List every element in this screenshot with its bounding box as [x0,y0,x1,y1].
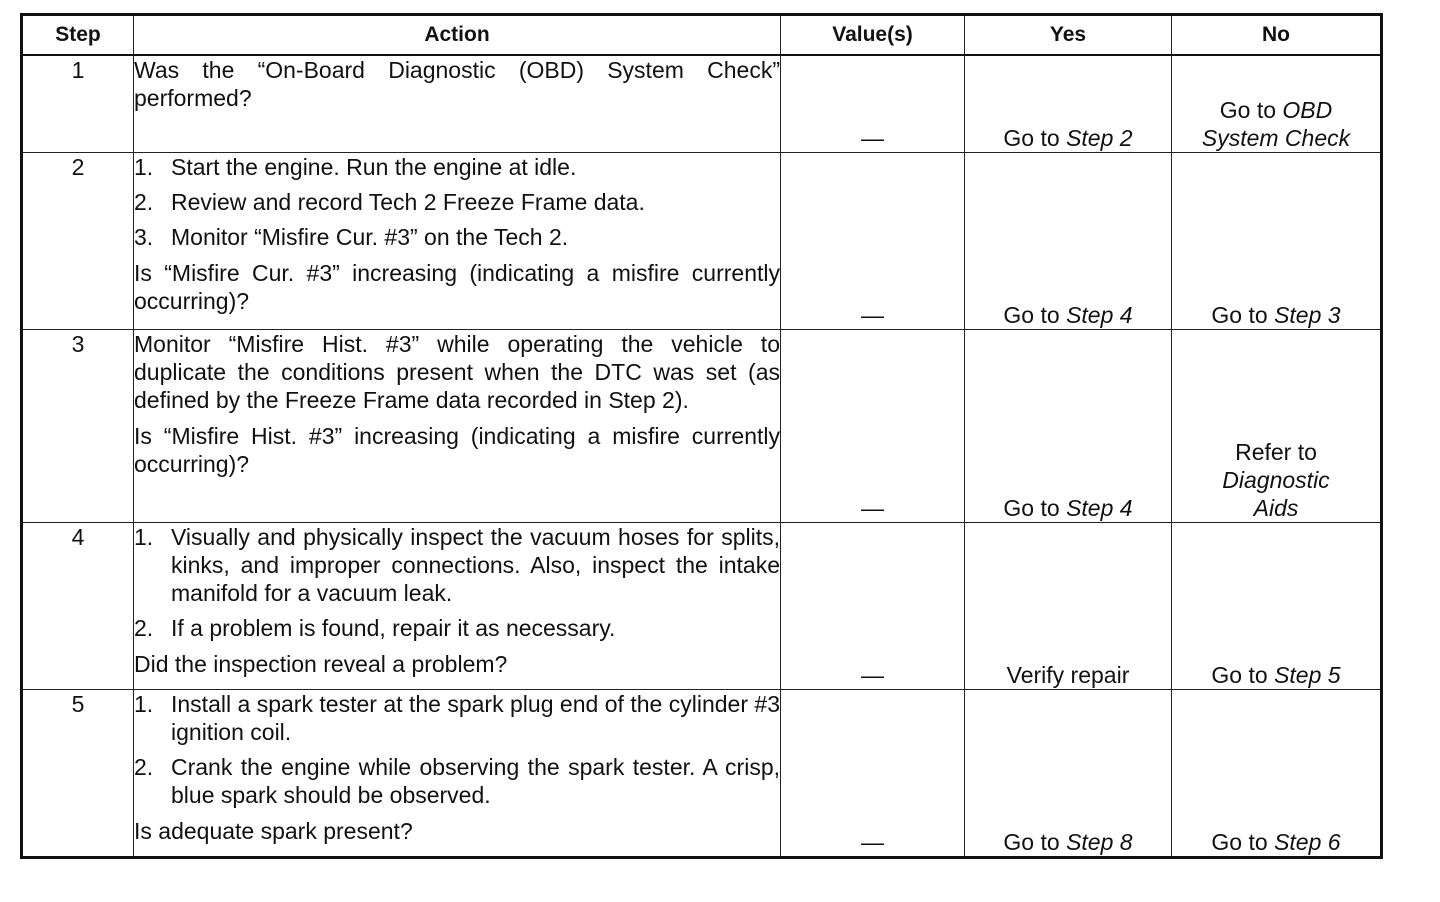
value-cell [781,153,965,330]
no-link[interactable]: Aids [1253,495,1299,521]
yes-prefix: Go to [1003,302,1067,328]
value-cell [781,523,965,690]
header-row [22,15,1382,56]
action-item: 2. If a problem is found, repair it as necessary. [134,615,616,641]
no-prefix: Go to [1219,97,1283,123]
action-cell [134,330,781,523]
step-number: 5 [22,690,134,858]
no-prefix: Refer to [1235,439,1317,465]
no-cell [1172,330,1382,523]
header-no: No [1172,15,1382,56]
yes-cell [965,55,1172,153]
yes-cell [965,690,1172,858]
value-text: — [861,495,884,521]
step-number: 4 [22,523,134,690]
header-yes: Yes [965,15,1172,56]
action-question: Is “Misfire Hist. #3” increasing (indicating a misfire currently occurring)? [134,423,780,477]
yes-link[interactable]: Step 8 [1066,829,1133,855]
no-prefix: Go to [1211,302,1275,328]
table-row [22,330,1382,523]
step-number: 3 [22,330,134,523]
yes-cell [965,523,1172,690]
action-item: 2. Crank the engine while observing the spark tester. A crisp, blue spark should be observed. [134,754,780,808]
action-question: Did the inspection reveal a problem? [134,651,508,677]
value-text: — [861,125,884,151]
value-text: — [861,829,884,855]
yes-cell [965,330,1172,523]
action-question: Is “Misfire Cur. #3” increasing (indicating a misfire currently occurring)? [134,260,780,314]
no-prefix: Go to [1211,829,1275,855]
action-cell [134,153,781,330]
value-text: — [861,302,884,328]
no-link[interactable]: Diagnostic [1222,467,1330,493]
action-cell [134,690,781,858]
action-item: 2. Review and record Tech 2 Freeze Frame data. [134,189,645,215]
yes-prefix: Go to [1003,495,1067,521]
step-number: 1 [22,55,134,153]
action-cell [134,523,781,690]
action-cell [134,55,781,153]
no-link[interactable]: Step 6 [1274,829,1341,855]
yes-link[interactable]: Step 4 [1066,495,1133,521]
value-cell [781,690,965,858]
yes-link[interactable]: Step 4 [1066,302,1133,328]
diagnostic-table [20,13,1383,859]
action-item: 1. Install a spark tester at the spark plug end of the cylinder #3 ignition coil. [134,691,780,745]
action-question: Is adequate spark present? [134,818,413,844]
no-link[interactable]: Step 5 [1274,662,1341,688]
yes-link[interactable]: Step 2 [1066,125,1133,151]
table-row [22,55,1382,153]
action-item: 1. Start the engine. Run the engine at idle. [134,154,577,180]
yes-prefix: Go to [1003,829,1067,855]
step-number: 2 [22,153,134,330]
table-row [22,523,1382,690]
no-cell [1172,153,1382,330]
value-cell [781,330,965,523]
action-item: 1. Visually and physically inspect the vacuum hoses for splits, kinks, and improper connections. Also, inspect the intake manifold for a vacuum leak. [134,524,780,606]
header-values: Value(s) [781,15,965,56]
yes-text: Verify repair [1006,662,1130,688]
action-text: Was the “On-Board Diagnostic (OBD) System Check” performed? [134,57,780,111]
header-step: Step [22,15,134,56]
table-row [22,153,1382,330]
no-cell [1172,55,1382,153]
action-text: Monitor “Misfire Hist. #3” while operating the vehicle to duplicate the conditions present when the DTC was set (as defined by the Freeze Frame data recorded in Step 2). [134,331,780,413]
header-action: Action [134,15,781,56]
no-prefix: Go to [1211,662,1275,688]
value-cell [781,55,965,153]
value-text: — [861,662,884,688]
no-link[interactable]: OBD System Check [1201,97,1351,151]
action-item: 3. Monitor “Misfire Cur. #3” on the Tech 2. [134,224,569,250]
table-row [22,690,1382,858]
yes-prefix: Go to [1003,125,1067,151]
yes-cell [965,153,1172,330]
no-cell [1172,523,1382,690]
no-cell [1172,690,1382,858]
no-link[interactable]: Step 3 [1274,302,1341,328]
